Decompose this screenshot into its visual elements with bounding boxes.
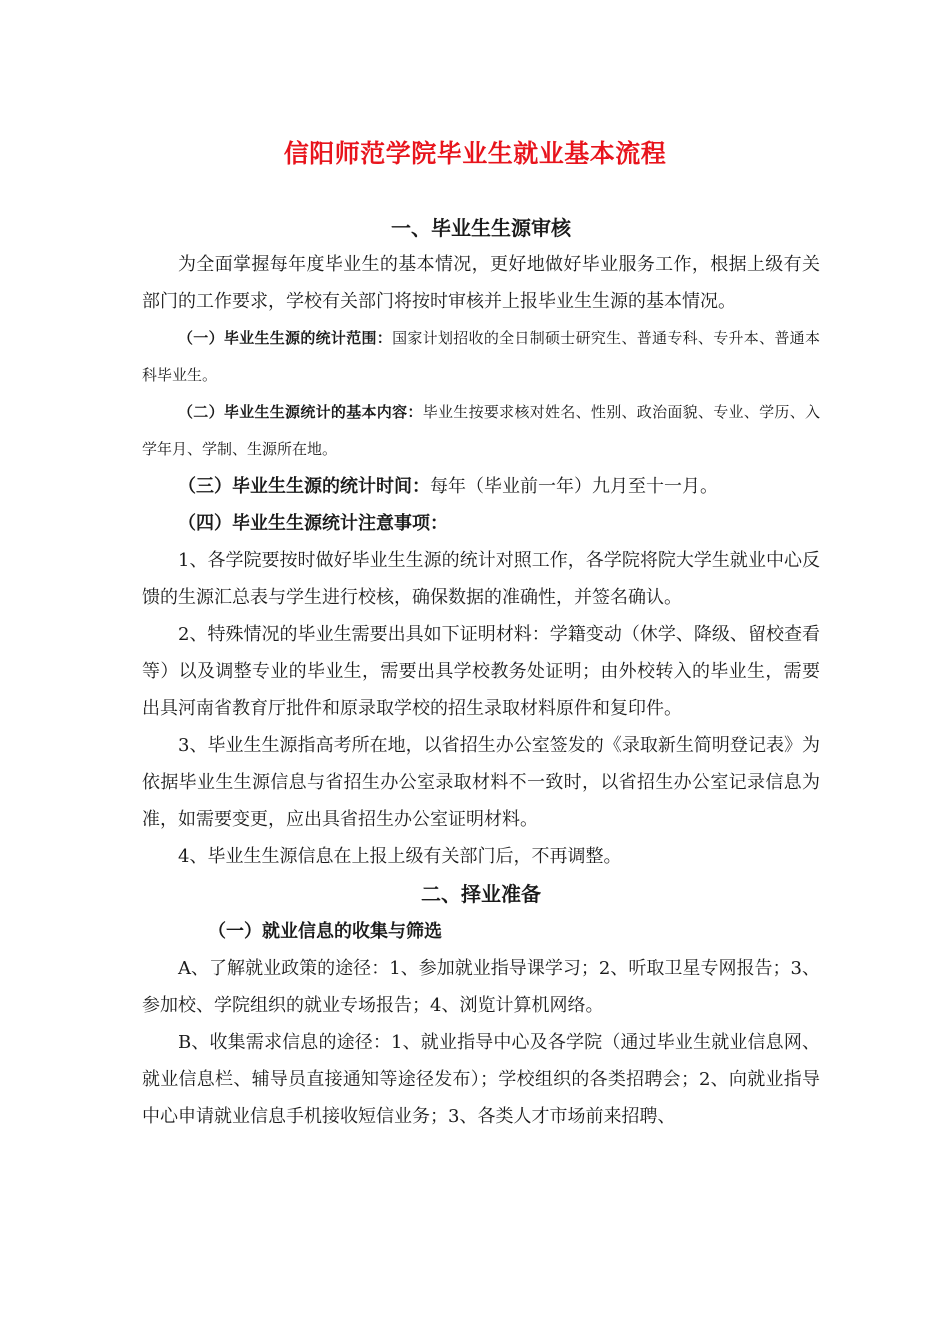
- section-1-item-3: [142, 468, 820, 505]
- section-2-subheading-1: （一）就业信息的收集与筛选: [208, 921, 442, 942]
- section-2-heading: 二、择业准备: [421, 882, 541, 906]
- note-4: 4、毕业生生源信息在上报上级有关部门后，不再调整。: [178, 846, 622, 867]
- section-1-item-1: [142, 320, 820, 394]
- section-1-item-4: [142, 505, 820, 542]
- note-1: 1、各学院要按时做好毕业生生源的统计对照工作，各学院将院大学生就业中心反馈的生源汇总表与学生进行校核，确保数据的准确性，并签名确认。: [142, 550, 820, 608]
- item-4-label: （四）毕业生生源统计注意事项：: [178, 513, 448, 534]
- section-2-para-a: A、了解就业政策的途径：1、参加就业指导课学习；2、听取卫星专网报告；3、参加校、学院组织的就业专场报告；4、浏览计算机网络。: [142, 958, 820, 1016]
- document-title: 信阳师范学院毕业生就业基本流程: [283, 139, 667, 168]
- note-3: 3、毕业生生源指高考所在地，以省招生办公室签发的《录取新生简明登记表》为依据毕业生生源信息与省招生办公室录取材料不一致时，以省招生办公室记录信息为准，如需要变更，应出具省招生办公室证明材料。: [142, 735, 820, 830]
- item-3-label: （三）毕业生生源的统计时间：: [178, 476, 430, 497]
- item-1-label: （一）毕业生生源的统计范围：: [178, 329, 393, 347]
- item-1-text: 国家计划招收的全日制硕士研究生、普通专科、专升本、普通本科毕业生。: [142, 329, 820, 384]
- note-2: 2、特殊情况的毕业生需要出具如下证明材料：学籍变动（休学、降级、留校查看等）以及调整专业的毕业生，需要出具学校教务处证明；由外校转入的毕业生，需要出具河南省教育厅批件和原录取学校的招生录取材料原件和复印件。: [142, 624, 820, 719]
- document-body: [142, 204, 820, 1135]
- section-1-item-2: [142, 394, 820, 468]
- item-2-text: 毕业生按要求核对姓名、性别、政治面貌、专业、学历、入学年月、学制、生源所在地。: [142, 403, 820, 458]
- section-2-para-b: B、收集需求信息的途径：1、就业指导中心及各学院（通过毕业生就业信息网、就业信息栏、辅导员直接通知等途径发布）；学校组织的各类招聘会；2、向就业指导中心申请就业信息手机接收短信业务；3、各类人才市场前来招聘、: [142, 1032, 820, 1127]
- section-1-heading: 一、毕业生生源审核: [391, 216, 571, 240]
- item-3-text: 每年（毕业前一年）九月至十一月。: [430, 476, 718, 497]
- section-1-intro: 为全面掌握每年度毕业生的基本情况，更好地做好毕业服务工作，根据上级有关部门的工作要求，学校有关部门将按时审核并上报毕业生生源的基本情况。: [142, 254, 820, 312]
- item-2-label: （二）毕业生生源统计的基本内容：: [178, 403, 423, 421]
